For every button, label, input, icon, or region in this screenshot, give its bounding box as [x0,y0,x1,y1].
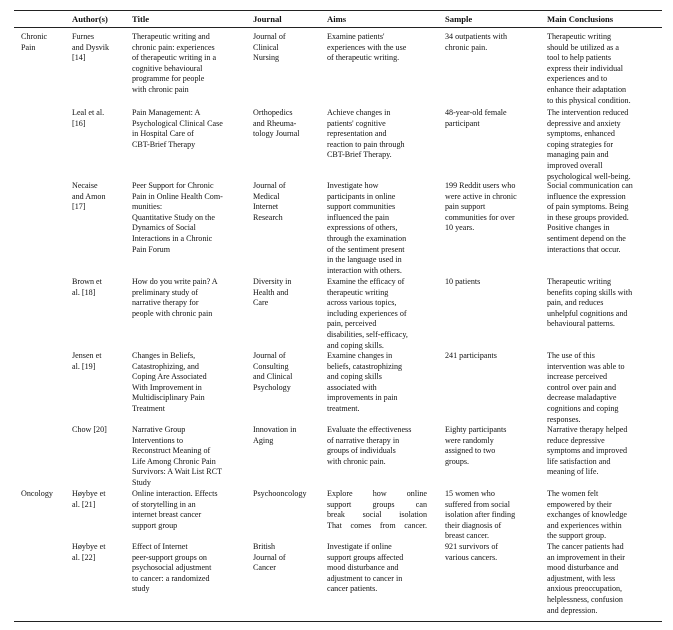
row-8-journal: British Journal of Cancer [253,542,286,573]
row-7-conclusions: The women felt empowered by their exchanges of knowledge and experiences within the support group. [547,489,628,541]
row-5-author: Jensen et al. [19] [72,351,102,371]
row-5-conclusions: The use of this intervention was able to increase perceived control over pain and decrease maladaptive cognitions and coping responses. [547,351,625,424]
row-4-aims: Examine the efficacy of therapeutic writing across various topics, including experiences of pain, perceived disabilities, self-efficacy, and coping skills. [327,277,408,350]
header-authors: Author(s) [72,14,108,24]
row-4-sample: 10 patients [445,277,481,286]
row-2-sample: 48-year-old female participant [445,108,507,128]
row-6-sample: Eighty participants were randomly assigned to two groups. [445,425,507,466]
row-3-conclusions: Social communication can influence the expression of pain symptoms. Being in these groups provided. Positive changes in sentiment depend on the interactions that occur. [547,181,633,254]
row-3-title: Peer Support for Chronic Pain in Online Health Com- munities: Quantitative Study on the Dynamics of Social Interactions in a Chronic Pain Forum [132,181,223,254]
group-label-chronic-pain: Chronic Pain [21,32,48,52]
header-title: Title [132,14,150,24]
row-7-author: Høybye et al. [21] [72,489,106,509]
row-2-journal: Orthopedics and Rheuma- tology Journal [253,108,300,139]
header-aims: Aims [327,14,347,24]
row-5-aims: Examine changes in beliefs, catastrophizing and coping skills associated with improvements in pain treatment. [327,351,403,413]
row-2-author: Leal et al. [16] [72,108,105,128]
row-4-author: Brown et al. [18] [72,277,102,297]
row-6-aims: Evaluate the effectiveness of narrative therapy in groups of individuals with chronic pain. [327,425,412,466]
header-sample: Sample [445,14,473,24]
row-4-title: How do you write pain? A preliminary study of narrative therapy for people with chronic pain [132,277,218,318]
row-8-title: Effect of Internet peer-support groups on psychosocial adjustment to cancer: a randomized study [132,542,212,594]
row-1-author: Furnes and Dysvik [14] [72,32,110,63]
row-6-journal: Innovation in Aging [253,425,297,445]
row-5-title: Changes in Beliefs, Catastrophizing, and Coping Are Associated With Improvement in Multidisciplinary Pain Treatment [132,351,207,413]
row-3-sample: 199 Reddit users who were active in chronic pain support communities for over 10 years. [445,181,517,233]
row-3-author: Necaise and Amon [17] [72,181,106,212]
row-6-title: Narrative Group Interventions to Reconstruct Meaning of Life Among Chronic Pain Survivors: A Wait List RCT Study [132,425,223,487]
row-1-title: Therapeutic writing and chronic pain: experiences of therapeutic writing in a cognitive behavioural programme for people with chronic pain [132,32,217,94]
row-1-conclusions: Therapeutic writing should be utilized as a tool to help patients express their individual experiences and to enhance their adaptation to this physical condition. [547,32,631,105]
row-2-title: Pain Management: A Psychological Clinical Case in Hospital Care of CBT-Brief Therapy [132,108,223,149]
row-6-conclusions: Narrative therapy helped reduce depressive symptoms and improved life satisfaction and meaning of life. [547,425,628,477]
row-4-journal: Diversity in Health and Care [253,277,292,308]
row-5-sample: 241 participants [445,351,497,360]
row-1-sample: 34 outpatients with chronic pain. [445,32,508,52]
row-1-journal: Journal of Clinical Nursing [253,32,286,63]
bottom-rule [14,621,662,622]
row-3-journal: Journal of Medical Internet Research [253,181,286,222]
header-journal: Journal [253,14,282,24]
row-2-aims: Achieve changes in patients' cognitive representation and reaction to pain through CBT-Brief Therapy. [327,108,405,160]
row-1-aims: Examine patients' experiences with the use of therapeutic writing. [327,32,407,63]
row-8-author: Høybye et al. [22] [72,542,106,562]
row-8-sample: 921 survivors of various cancers. [445,542,499,562]
group-label-oncology: Oncology [21,489,53,498]
row-2-conclusions: The intervention reduced depressive and anxiety symptoms, enhanced coping strategies for managing pain and improved overall psychological well-being. [547,108,631,181]
row-4-conclusions: Therapeutic writing benefits coping skills with pain, and reduces unhelpful cognitions and behavioural patterns. [547,277,633,329]
row-7-journal: Psychooncology [253,489,307,498]
row-7-sample: 15 women who suffered from social isolation after finding their diagnosis of breast cancer. [445,489,516,541]
row-8-aims: Investigate if online support groups affected mood disturbance and adjustment to cancer in cancer patients. [327,542,404,594]
row-7-aims: Explore how online support groups can break social isolation That comes from cancer. [327,489,427,530]
row-7-title: Online interaction. Effects of storytelling in an internet breast cancer support group [132,489,218,530]
header-conclusions: Main Conclusions [547,14,614,24]
top-rule [14,10,662,11]
header-rule [14,27,662,28]
row-8-conclusions: The cancer patients had an improvement in their mood disturbance and adjustment, with less anxious preoccupation, helplessness, confusion and depression. [547,542,625,615]
row-5-journal: Journal of Consulting and Clinical Psychology [253,351,293,392]
row-6-author: Chow [20] [72,425,107,434]
row-3-aims: Investigate how participants in online support communities influenced the pain expressions of others, through the examination of the sentiment present in the language used in interaction with others. [327,181,407,275]
